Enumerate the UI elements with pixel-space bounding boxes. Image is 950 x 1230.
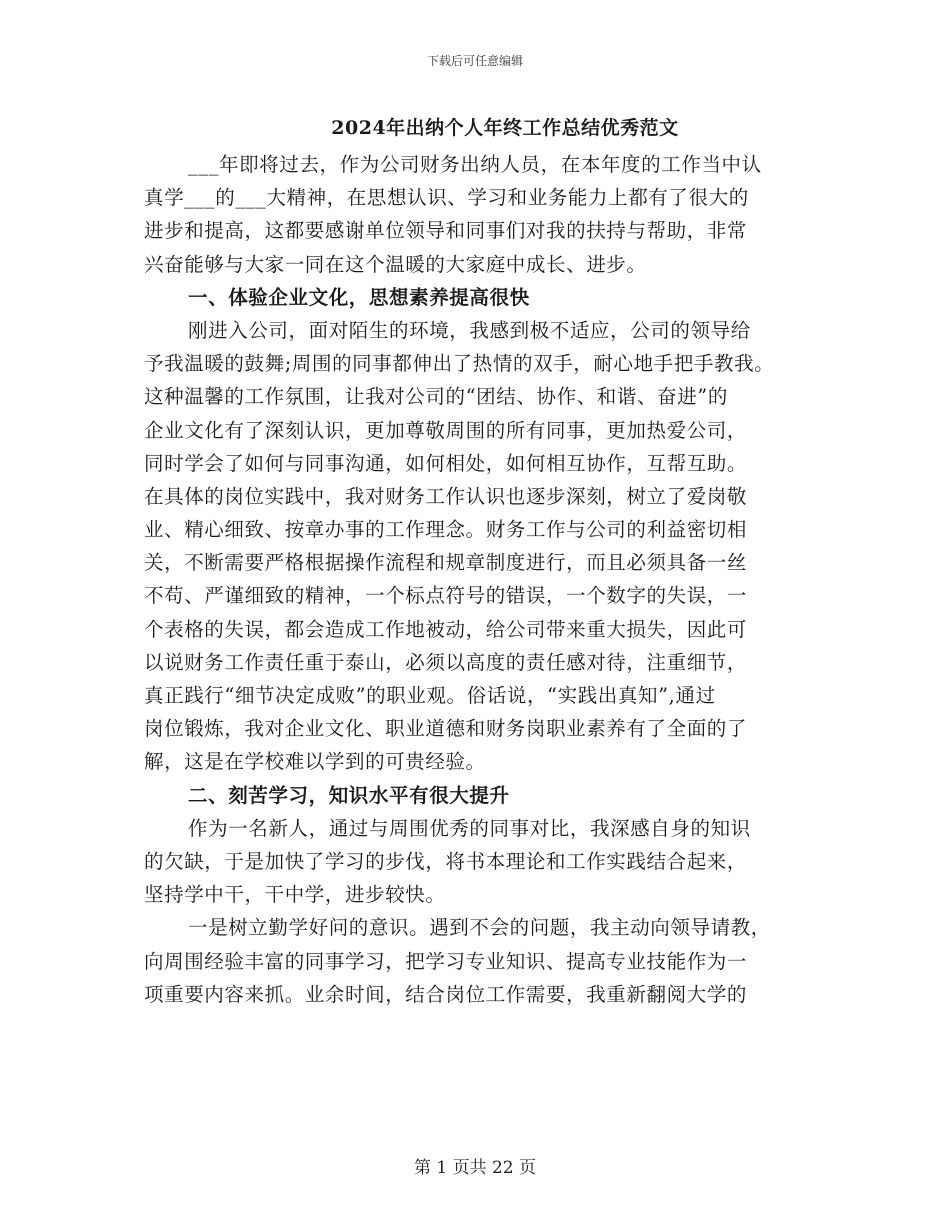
paragraph-line: 这种温馨的工作氛围，让我对公司的“团结、协作、和谐、奋进”的: [144, 385, 728, 409]
page-footer: 第 1 页共 22 页: [413, 1158, 537, 1178]
paragraph-line: ___年即将过去，作为公司财务出纳人员，在本年度的工作当中认: [188, 153, 762, 176]
header-note: 下载后可任意编辑: [426, 54, 523, 68]
paragraph-line: 一是树立勤学好问的意识。遇到不会的问题，我主动向领导请教，: [188, 916, 771, 940]
paragraph-line: 业、精心细致、按章办事的工作理念。财务工作与公司的利益密切相: [144, 518, 748, 542]
paragraph-line: 真学___的___大精神，在思想认识、学习和业务能力上都有了很大的: [144, 186, 749, 210]
paragraph-line: 解，这是在学校难以学到的可贵经验。: [144, 750, 486, 774]
paragraph-line: 予我温暖的鼓舞;周围的同事都伸出了热情的双手，耐心地手把手教我。: [144, 352, 775, 376]
paragraph-line: 的欠缺，于是加快了学习的步伐，将书本理论和工作实践结合起来，: [144, 849, 748, 873]
paragraph-line: 向周围经验丰富的同事学习，把学习专业知识、提高专业技能作为一: [144, 949, 748, 973]
paragraph-line: 岗位锻炼，我对企业文化、职业道德和财务岗职业素养有了全面的了: [144, 717, 748, 741]
paragraph-line: 坚持学中干，干中学，进步较快。: [144, 883, 446, 907]
paragraph-line: 同时学会了如何与同事沟通，如何相处，如何相互协作，互帮互助。: [144, 451, 748, 475]
paragraph-line: 刚进入公司，面对陌生的环境，我感到极不适应，公司的领导给: [188, 318, 751, 342]
paragraph-line: 兴奋能够与大家一同在这个温暖的大家庭中成长、进步。: [144, 252, 647, 276]
document-body: [144, 148, 816, 1011]
paragraph-line: 进步和提高，这都要感谢单位领导和同事们对我的扶持与帮助，非常: [144, 219, 748, 243]
paragraph-line: 个表格的失误，都会造成工作地被动，给公司带来重大损失，因此可: [144, 617, 748, 641]
document-title: 2024年出纳个人年终工作总结优秀范文: [331, 117, 679, 139]
section-heading-2: 二、刻苦学习，知识水平有很大提升: [188, 783, 510, 807]
paragraph-line: 不苟、严谨细致的精神，一个标点符号的错误，一个数字的失误，一: [144, 584, 748, 608]
paragraph-line: 真正践行“细节决定成败”的职业观。俗话说，“实践出真知”,通过: [144, 684, 716, 707]
paragraph-line: 企业文化有了深刻认识，更加尊敬周围的所有同事，更加热爱公司，: [144, 418, 748, 442]
section-heading-1: 一、体验企业文化，思想素养提高很快: [188, 285, 530, 309]
paragraph-line: 以说财务工作责任重于泰山，必须以高度的责任感对待，注重细节，: [144, 650, 748, 674]
paragraph-line: 关，不断需要严格根据操作流程和规章制度进行，而且必须具备一丝: [144, 551, 748, 575]
paragraph-line: 作为一名新人，通过与周围优秀的同事对比，我深感自身的知识: [188, 816, 751, 840]
paragraph-line: 在具体的岗位实践中，我对财务工作认识也逐步深刻，树立了爱岗敬: [144, 484, 748, 508]
paragraph-line: 项重要内容来抓。业余时间，结合岗位工作需要，我重新翻阅大学的: [144, 982, 748, 1006]
